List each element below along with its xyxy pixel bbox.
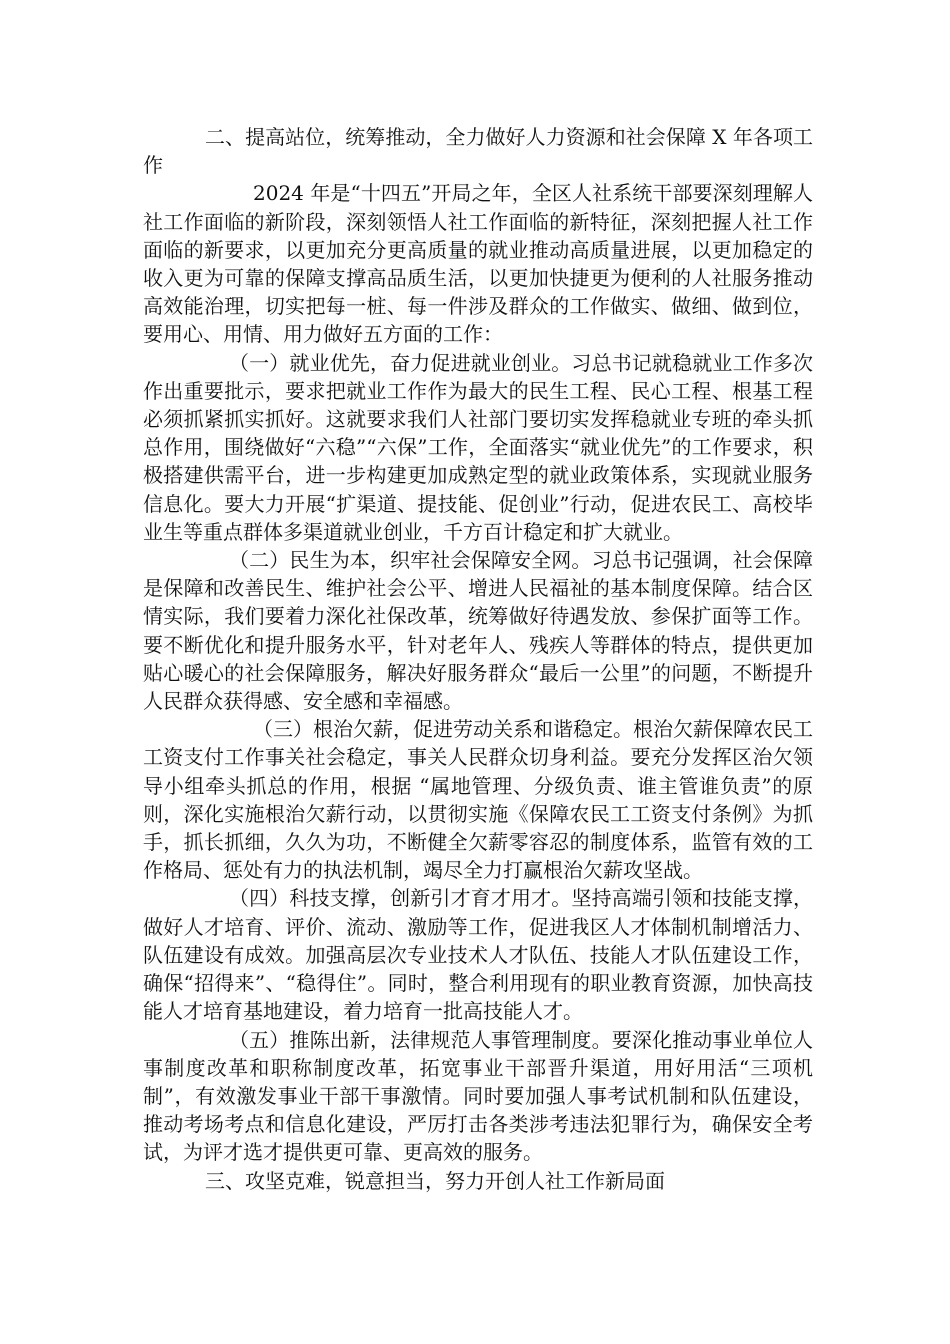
item-social-security-paragraph: （二）民生为本，织牢社会保障安全网。习总书记强调，社会保障是保障和改善民生、维护社会公平、增进人民福祉的基本制度保障。结合区情实际，我们要着力深化社保改革，统筹做好待遇发放、参保扩面等工作。要不断优化和提升服务水平，针对老年人、残疾人等群体的特点，提供更加贴心暖心的社会保障服务，解决好服务群众“最后一公里”的问题，不断提升人民群众获得感、安全感和幸福感。: [143, 548, 813, 714]
intro-paragraph: 2024 年是“十四五”开局之年，全区人社系统干部要深刻理解人社工作面临的新阶段，深刻领悟人社工作面临的新特征，深刻把握人社工作面临的新要求，以更加充分更高质量的就业推动高质量进展，以更加稳定的收入更为可靠的保障支撑高品质生活，以更加快捷更为便利的人社服务推动高效能治理，切实把每一桩、每一件涉及群众的工作做实、做细、做到位，要用心、用情、用力做好五方面的工作：: [143, 181, 813, 347]
item-personnel-paragraph: （五）推陈出新，法律规范人事管理制度。要深化推动事业单位人事制度改革和职称制度改革，拓宽事业干部晋升渠道，用好用活“三项机制”，有效激发事业干部干事激情。同时要加强人事考试机制和队伍建设，推动考场考点和信息化建设，严厉打击各类涉考违法犯罪行为，确保安全考试，为评才选才提供更可靠、更高效的服务。: [143, 1027, 813, 1165]
section-heading-3: 三、攻坚克难，锐意担当，努力开创人社工作新局面: [205, 1168, 665, 1193]
item-wage-arrears-paragraph: （三）根治欠薪，促进劳动关系和谐稳定。根治欠薪保障农民工工资支付工作事关社会稳定，事关人民群众切身利益。要充分发挥区治欠领导小组牵头抓总的作用，根据 “属地管理、分级负责、谁主管谁负责”的原则，深化实施根治欠薪行动，以贯彻实施《保障农民工工资支付条例》为抓手，抓长抓细，久久为功，不断健全欠薪零容忍的制度体系，监管有效的工作格局、惩处有力的执法机制，竭尽全力打赢根治欠薪攻坚战。: [143, 717, 813, 883]
section-heading-2: 二、提高站位，统筹推动，全力做好人力资源和社会保障 X 年各项工作: [143, 125, 813, 178]
item-employment-paragraph: （一）就业优先，奋力促进就业创业。习总书记就稳就业工作多次作出重要批示，要求把就业工作作为最大的民生工程、民心工程、根基工程必须抓紧抓实抓好。这就要求我们人社部门要切实发挥稳就业专班的牵头抓总作用，围绕做好“六稳”“六保”工作，全面落实“就业优先”的工作要求，积极搭建供需平台，进一步构建更加成熟定型的就业政策体系，实现就业服务信息化。要大力开展“扩渠道、提技能、促创业”行动，促进农民工、高校毕业生等重点群体多渠道就业创业，千方百计稳定和扩大就业。: [143, 350, 813, 544]
item-talent-paragraph: （四）科技支撑，创新引才育才用才。坚持高端引领和技能支撑，做好人才培育、评价、流动、激励等工作，促进我区人才体制机制增活力、队伍建设有成效。加强高层次专业技术人才队伍、技能人才队伍建设工作，确保“招得来”、“稳得住”。同时，整合利用现有的职业教育资源，加快高技能人才培育基地建设，着力培育一批高技能人才。: [143, 886, 813, 1024]
document-body: [143, 123, 813, 1195]
